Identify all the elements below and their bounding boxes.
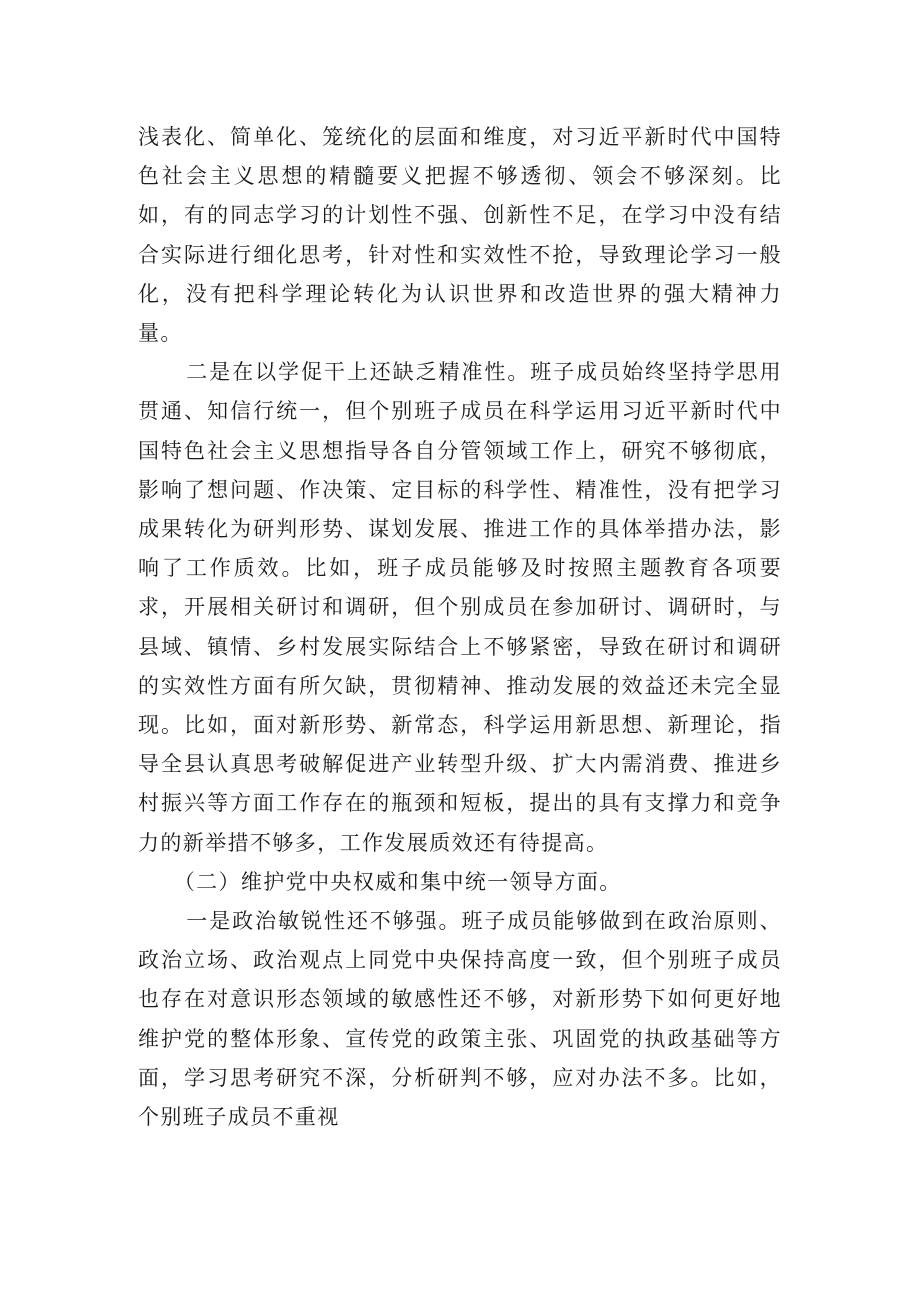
paragraph-political-sensitivity: 一是政治敏锐性还不够强。班子成员能够做到在政治原则、政治立场、政治观点上同党中央保持高度一致，但个别班子成员也存在对意识形态领域的敏感性还不够，对新形势下如何更好地维护党的整体形象、宣传党的政策主张、巩固党的执政基础等方面，学习思考研究不深，分析研判不够，应对办法不多。比如，个别班子成员不重视 xyxy=(138,909,782,1130)
document-body xyxy=(138,118,782,1137)
paragraph-study-precision: 二是在以学促干上还缺乏精准性。班子成员始终坚持学思用贯通、知信行统一，但个别班子成员在科学运用习近平新时代中国特色社会主义思想指导各自分管领域工作上，研究不够彻底，影响了想问题、作决策、定目标的科学性、精准性，没有把学习成果转化为研判形势、谋划发展、推进工作的具体举措办法，影响了工作质效。比如，班子成员能够及时按照主题教育各项要求，开展相关研讨和调研，但个别成员在参加研讨、调研时，与县域、镇情、乡村发展实际结合上不够紧密，导致在研讨和调研的实效性方面有所欠缺，贯彻精神、推动发展的效益还未完全显现。比如，面对新形势、新常态，科学运用新思想、新理论，指导全县认真思考破解促进产业转型升级、扩大内需消费、推进乡村振兴等方面工作存在的瓶颈和短板，提出的具有支撑力和竞争力的新举措不够多，工作发展质效还有待提高。 xyxy=(138,360,782,855)
paragraph-continued: 浅表化、简单化、笼统化的层面和维度，对习近平新时代中国特色社会主义思想的精髓要义把握不够透彻、领会不够深刻。比如，有的同志学习的计划性不强、创新性不足，在学习中没有结合实际进行细化思考，针对性和实效性不抢，导致理论学习一般化，没有把科学理论转化为认识世界和改造世界的强大精神力量。 xyxy=(138,125,782,346)
section-heading: （二）维护党中央权威和集中统一领导方面。 xyxy=(173,869,622,894)
